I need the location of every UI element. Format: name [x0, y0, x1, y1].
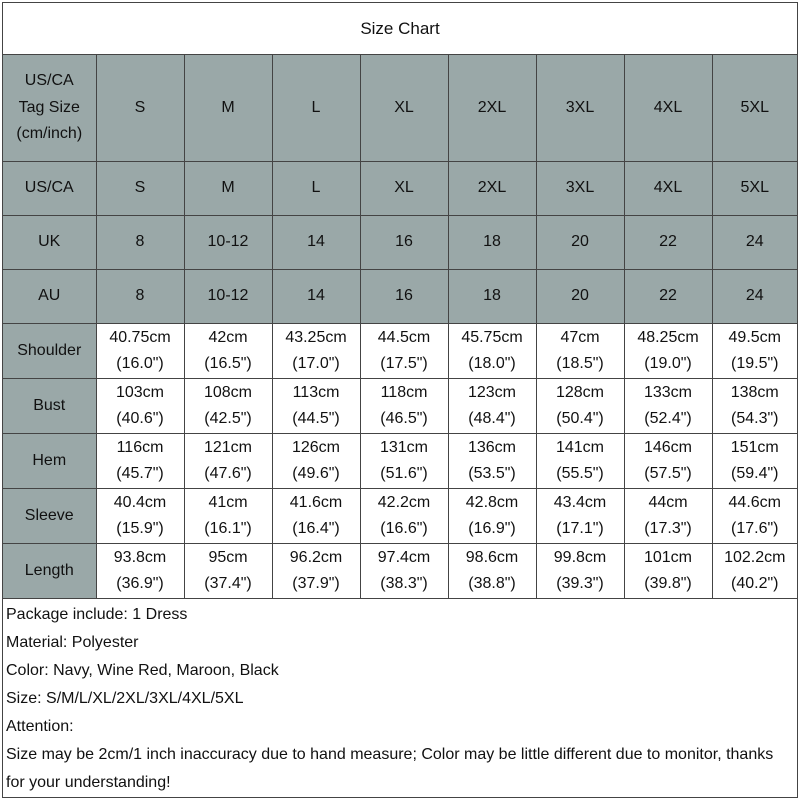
- measurement-cell: [360, 379, 448, 434]
- conversion-cell: 10-12: [184, 270, 272, 324]
- conversion-cell: 2XL: [448, 162, 536, 216]
- measurement-cell: [96, 379, 184, 434]
- measurement-label: Length: [3, 544, 96, 599]
- measurement-cell: [624, 434, 712, 489]
- measurement-inch: (51.6"): [380, 465, 428, 482]
- measurement-cm: 151cm: [730, 438, 779, 456]
- measurement-cm: 103cm: [115, 383, 165, 401]
- note-attention: Attention:: [6, 718, 74, 735]
- measurement-cm: 96.2cm: [289, 548, 343, 566]
- measurement-inch: (54.3"): [731, 410, 779, 427]
- measurement-cell: [360, 324, 448, 379]
- conversion-cell: 22: [624, 270, 712, 324]
- measurement-cm: 108cm: [203, 383, 253, 401]
- conversion-cell: 8: [96, 216, 184, 270]
- measurement-cm: 44.6cm: [728, 493, 781, 511]
- measurement-cm: 116cm: [116, 438, 164, 456]
- conversion-cell: 18: [448, 216, 536, 270]
- conversion-cell: 5XL: [712, 162, 797, 216]
- header-label-usca: US/CA: [24, 72, 74, 90]
- measurement-inch: (36.9"): [116, 575, 164, 592]
- chart-title: Size Chart: [3, 3, 797, 55]
- measurement-cell: [96, 434, 184, 489]
- size-header: XL: [360, 55, 448, 162]
- measurement-label: Hem: [3, 434, 96, 489]
- measurement-cell: [184, 379, 272, 434]
- measurement-cm: 113cm: [292, 383, 340, 401]
- note-color: Color: Navy, Wine Red, Maroon, Black: [6, 662, 279, 679]
- row-label: US/CA: [3, 162, 96, 216]
- measurement-cell: [536, 324, 624, 379]
- measurement-inch: (59.4"): [731, 465, 779, 482]
- measurement-inch: (40.6"): [116, 410, 164, 427]
- conversion-cell: 24: [712, 216, 797, 270]
- measurement-inch: (38.3"): [380, 575, 428, 592]
- table-header-row: [3, 55, 797, 162]
- measurement-inch: (18.5"): [556, 355, 604, 372]
- measurement-cell: [96, 489, 184, 544]
- conversion-cell: 16: [360, 216, 448, 270]
- measurement-cell: [536, 434, 624, 489]
- size-header: S: [96, 55, 184, 162]
- measurement-cell: [184, 544, 272, 599]
- measurement-inch: (53.5"): [468, 465, 516, 482]
- measurement-cell: [712, 434, 797, 489]
- measurement-inch: (17.1"): [556, 520, 604, 537]
- conversion-row: [3, 270, 797, 324]
- measurement-cm: 47cm: [560, 328, 600, 346]
- conversion-cell: XL: [360, 162, 448, 216]
- conversion-cell: 10-12: [184, 216, 272, 270]
- measurement-inch: (57.5"): [644, 465, 692, 482]
- measurement-inch: (19.0"): [644, 355, 692, 372]
- measurement-cell: [448, 544, 536, 599]
- measurement-cm: 141cm: [555, 438, 605, 456]
- row-label: UK: [3, 216, 96, 270]
- measurement-inch: (19.5"): [731, 355, 779, 372]
- measurement-cm: 49.5cm: [728, 328, 781, 346]
- conversion-cell: 8: [96, 270, 184, 324]
- measurement-cell: [272, 379, 360, 434]
- conversion-cell: 3XL: [536, 162, 624, 216]
- measurement-inch: (37.9"): [292, 575, 340, 592]
- measurement-inch: (16.4"): [292, 520, 340, 537]
- measurement-inch: (16.5"): [204, 355, 252, 372]
- conversion-row: [3, 216, 797, 270]
- measurement-cm: 44.5cm: [377, 328, 431, 346]
- measurement-inch: (48.4"): [468, 410, 516, 427]
- measurement-cm: 44cm: [648, 493, 688, 511]
- conversion-cell: L: [272, 162, 360, 216]
- measurement-cell: [184, 489, 272, 544]
- measurement-cell: [712, 324, 797, 379]
- note-size: Size: S/M/L/XL/2XL/3XL/4XL/5XL: [6, 690, 244, 707]
- measurement-inch: (17.0"): [292, 355, 340, 372]
- measurement-cell: [448, 379, 536, 434]
- measurement-inch: (38.8"): [468, 575, 516, 592]
- size-header: M: [184, 55, 272, 162]
- header-label-units: (cm/inch): [16, 125, 83, 143]
- measurement-inch: (47.6"): [204, 465, 252, 482]
- measurement-cell: [272, 324, 360, 379]
- header-label-tag-size: Tag Size: [18, 98, 80, 116]
- conversion-cell: 20: [536, 270, 624, 324]
- measurement-inch: (40.2"): [731, 575, 779, 592]
- measurement-row: [3, 379, 797, 434]
- measurement-cm: 121cm: [203, 438, 253, 456]
- measurement-cm: 98.6cm: [465, 548, 519, 566]
- measurement-cell: [536, 379, 624, 434]
- measurement-inch: (55.5"): [556, 465, 604, 482]
- measurement-cm: 118cm: [380, 383, 428, 401]
- measurement-inch: (52.4"): [644, 410, 692, 427]
- measurement-cm: 41.6cm: [289, 493, 343, 511]
- measurement-cell: [712, 489, 797, 544]
- measurement-cell: [448, 434, 536, 489]
- conversion-cell: 14: [272, 270, 360, 324]
- conversion-cell: 4XL: [624, 162, 712, 216]
- measurement-cell: [624, 489, 712, 544]
- measurement-inch: (42.5"): [204, 410, 252, 427]
- measurement-cell: [448, 489, 536, 544]
- measurement-label: Bust: [3, 379, 96, 434]
- product-notes: [3, 599, 797, 797]
- measurement-cm: 128cm: [555, 383, 605, 401]
- measurement-inch: (44.5"): [292, 410, 340, 427]
- measurement-cm: 123cm: [467, 383, 517, 401]
- measurement-inch: (39.3"): [556, 575, 604, 592]
- measurement-cell: [96, 544, 184, 599]
- conversion-cell: 14: [272, 216, 360, 270]
- measurement-inch: (16.1"): [204, 520, 252, 537]
- measurement-inch: (18.0"): [468, 355, 516, 372]
- measurement-cell: [624, 544, 712, 599]
- measurement-cell: [184, 434, 272, 489]
- measurement-inch: (50.4"): [556, 410, 604, 427]
- measurement-inch: (37.4"): [204, 575, 252, 592]
- measurement-cm: 131cm: [379, 438, 429, 456]
- conversion-cell: 20: [536, 216, 624, 270]
- conversion-cell: 16: [360, 270, 448, 324]
- measurement-cell: [448, 324, 536, 379]
- measurement-inch: (49.6"): [292, 465, 340, 482]
- note-disclaimer: Size may be 2cm/1 inch inaccuracy due to hand measure; Color may be little different due to monitor, thanks for your understanding!: [6, 746, 774, 791]
- size-header: 5XL: [712, 55, 797, 162]
- measurement-inch: (17.3"): [644, 520, 692, 537]
- measurement-cm: 42cm: [208, 328, 248, 346]
- measurement-cell: [536, 544, 624, 599]
- conversion-cell: S: [96, 162, 184, 216]
- measurement-cell: [624, 379, 712, 434]
- measurement-cm: 95cm: [208, 548, 248, 566]
- size-header: 3XL: [536, 55, 624, 162]
- measurement-cm: 43.4cm: [553, 493, 607, 511]
- measurement-cm: 45.75cm: [461, 328, 523, 346]
- measurement-inch: (46.5"): [380, 410, 428, 427]
- measurement-inch: (39.8"): [644, 575, 692, 592]
- measurement-row: [3, 324, 797, 379]
- measurement-cm: 42.8cm: [465, 493, 519, 511]
- measurement-cell: [536, 489, 624, 544]
- measurement-cm: 99.8cm: [553, 548, 607, 566]
- measurement-cell: [272, 434, 360, 489]
- measurement-label: Shoulder: [3, 324, 96, 379]
- measurement-cm: 40.75cm: [109, 328, 171, 346]
- conversion-cell: 24: [712, 270, 797, 324]
- measurement-cell: [712, 544, 797, 599]
- size-header: 2XL: [448, 55, 536, 162]
- measurement-cm: 43.25cm: [285, 328, 347, 346]
- measurement-cell: [96, 324, 184, 379]
- measurement-cm: 133cm: [643, 383, 693, 401]
- measurement-cm: 93.8cm: [113, 548, 167, 566]
- note-package: Package include: 1 Dress: [6, 606, 188, 623]
- measurement-cm: 146cm: [643, 438, 693, 456]
- row-label: AU: [3, 270, 96, 324]
- conversion-cell: M: [184, 162, 272, 216]
- measurement-label: Sleeve: [3, 489, 96, 544]
- conversion-row: [3, 162, 797, 216]
- measurement-cm: 126cm: [291, 438, 341, 456]
- measurement-cm: 48.25cm: [637, 328, 699, 346]
- size-header: 4XL: [624, 55, 712, 162]
- measurement-cell: [184, 324, 272, 379]
- measurement-inch: (16.6"): [380, 520, 428, 537]
- conversion-cell: 18: [448, 270, 536, 324]
- measurement-cm: 40.4cm: [113, 493, 167, 511]
- conversion-cell: 22: [624, 216, 712, 270]
- measurement-cell: [624, 324, 712, 379]
- measurement-inch: (16.0"): [116, 355, 164, 372]
- measurement-cm: 42.2cm: [377, 493, 431, 511]
- measurement-inch: (45.7"): [116, 465, 164, 482]
- note-material: Material: Polyester: [6, 634, 139, 651]
- measurement-cell: [712, 379, 797, 434]
- measurement-cm: 101cm: [643, 548, 693, 566]
- measurement-cm: 138cm: [730, 383, 779, 401]
- measurement-cell: [360, 489, 448, 544]
- header-label-cell: [3, 55, 96, 162]
- measurement-cm: 136cm: [467, 438, 517, 456]
- measurement-cell: [272, 544, 360, 599]
- measurement-inch: (17.6"): [731, 520, 779, 537]
- size-chart: [2, 2, 798, 798]
- measurement-cm: 41cm: [208, 493, 248, 511]
- size-table: [3, 55, 797, 599]
- measurement-row: [3, 434, 797, 489]
- measurement-cm: 97.4cm: [377, 548, 431, 566]
- measurement-inch: (15.9"): [116, 520, 164, 537]
- measurement-cell: [272, 489, 360, 544]
- measurement-row: [3, 489, 797, 544]
- measurement-inch: (17.5"): [380, 355, 428, 372]
- measurement-cell: [360, 544, 448, 599]
- measurement-row: [3, 544, 797, 599]
- measurement-cell: [360, 434, 448, 489]
- measurement-cm: 102.2cm: [724, 548, 786, 566]
- size-header: L: [272, 55, 360, 162]
- measurement-inch: (16.9"): [468, 520, 516, 537]
